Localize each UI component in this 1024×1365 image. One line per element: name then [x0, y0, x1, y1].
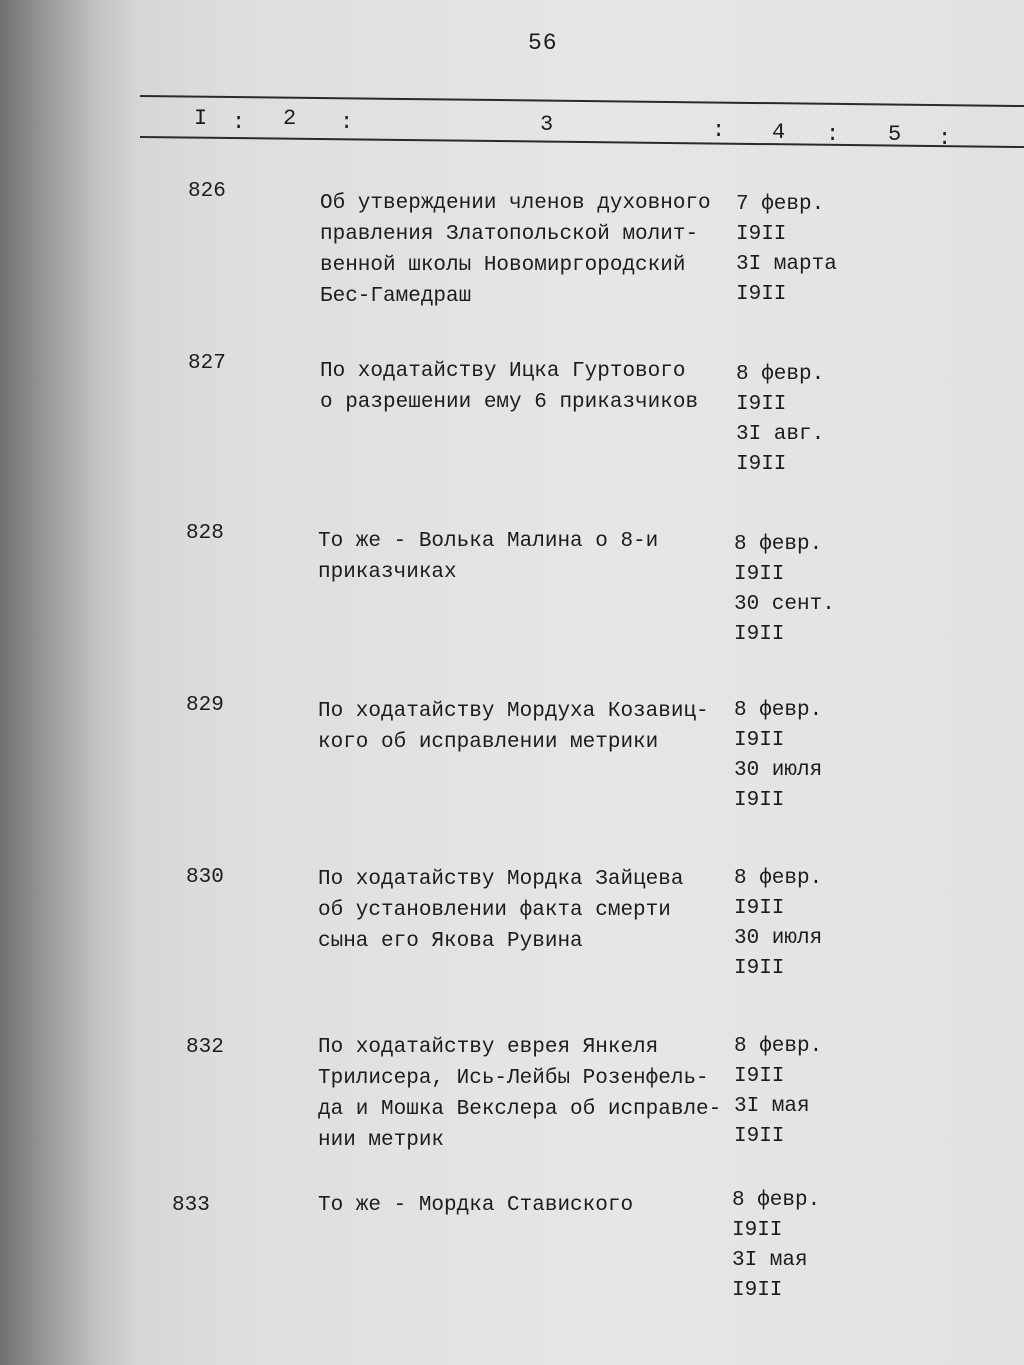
description-line: правления Златопольской молит- — [320, 223, 699, 246]
column-separator: : — [826, 122, 840, 147]
entry-dates — [736, 360, 824, 480]
start-date: 8 февр. — [734, 867, 823, 890]
entry-dates — [734, 696, 822, 816]
end-year: I9II — [736, 283, 787, 306]
description-line: кого об исправлении метрики — [318, 731, 659, 754]
description-line: да и Мошка Векслера об исправле- — [318, 1098, 722, 1121]
start-year: I9II — [734, 897, 785, 920]
column-separator: : — [712, 118, 726, 143]
description-line: венной школы Новомиргородский — [320, 254, 686, 277]
entry-number: 830 — [186, 866, 224, 889]
start-year: I9II — [736, 393, 787, 416]
description-line: приказчиках — [318, 561, 457, 584]
entry-number: 826 — [188, 180, 226, 203]
entry-description — [318, 1190, 633, 1221]
start-date: 8 февр. — [734, 699, 823, 722]
end-year: I9II — [734, 1125, 785, 1148]
end-date: 3I марта — [736, 253, 837, 276]
description-line: Трилисера, Ись-Лейбы Розенфель- — [318, 1067, 709, 1090]
column-header-2: 2 — [283, 106, 297, 131]
entry-number: 827 — [188, 352, 226, 375]
description-line: По ходатайству еврея Янкеля — [318, 1036, 659, 1059]
end-date: 3I мая — [734, 1095, 810, 1118]
entry-description — [318, 696, 709, 758]
description-line: сына его Якова Рувина — [318, 930, 583, 953]
end-date: 30 июля — [734, 927, 823, 950]
page-number: 56 — [528, 30, 558, 56]
entry-description — [318, 526, 658, 588]
end-year: I9II — [736, 453, 787, 476]
entry-description — [320, 356, 698, 418]
column-separator: : — [340, 110, 354, 135]
entry-number: 833 — [172, 1194, 210, 1217]
end-year: I9II — [732, 1279, 783, 1302]
column-header-4: 4 — [772, 120, 786, 145]
entry-dates — [734, 530, 835, 650]
spine-shadow — [0, 0, 140, 1365]
description-line: По ходатайству Ицка Гуртового — [320, 360, 686, 383]
end-date: 3I мая — [732, 1249, 808, 1272]
description-line: об установлении факта смерти — [318, 899, 671, 922]
start-date: 8 февр. — [732, 1189, 821, 1212]
start-date: 8 февр. — [734, 1035, 823, 1058]
column-separator: : — [232, 110, 246, 135]
description-line: нии метрик — [318, 1129, 445, 1152]
start-date: 8 февр. — [734, 533, 823, 556]
table-top-rule — [140, 95, 1024, 107]
start-year: I9II — [734, 1065, 785, 1088]
end-year: I9II — [734, 623, 785, 646]
entry-dates — [734, 1032, 822, 1152]
entry-description — [318, 1032, 721, 1156]
description-line: То же - Мордка Ставиского — [318, 1194, 634, 1217]
start-year: I9II — [734, 729, 785, 752]
entry-description — [320, 188, 711, 312]
description-line: То же - Волька Малина о 8-и — [318, 530, 659, 553]
start-year: I9II — [734, 563, 785, 586]
end-date: 3I авг. — [736, 423, 825, 446]
end-date: 30 июля — [734, 759, 823, 782]
entry-dates — [734, 864, 822, 984]
column-separator: : — [938, 126, 952, 151]
column-header-3: 3 — [540, 112, 554, 137]
entry-description — [318, 864, 683, 957]
entry-number: 828 — [186, 522, 224, 545]
start-year: I9II — [736, 223, 787, 246]
end-year: I9II — [734, 789, 785, 812]
entry-number: 832 — [186, 1036, 224, 1059]
description-line: По ходатайству Мордуха Козавиц- — [318, 700, 709, 723]
description-line: Об утверждении членов духовного — [320, 192, 711, 215]
description-line: Бес-Гамедраш — [320, 285, 472, 308]
entry-dates — [736, 190, 837, 310]
start-year: I9II — [732, 1219, 783, 1242]
column-header-5: 5 — [888, 122, 902, 147]
description-line: о разрешении ему 6 приказчиков — [320, 391, 699, 414]
start-date: 8 февр. — [736, 363, 825, 386]
entry-number: 829 — [186, 694, 224, 717]
start-date: 7 февр. — [736, 193, 825, 216]
column-header-1: I — [194, 106, 208, 131]
entry-dates — [732, 1186, 820, 1306]
description-line: По ходатайству Мордка Зайцева — [318, 868, 684, 891]
end-year: I9II — [734, 957, 785, 980]
end-date: 30 сент. — [734, 593, 835, 616]
